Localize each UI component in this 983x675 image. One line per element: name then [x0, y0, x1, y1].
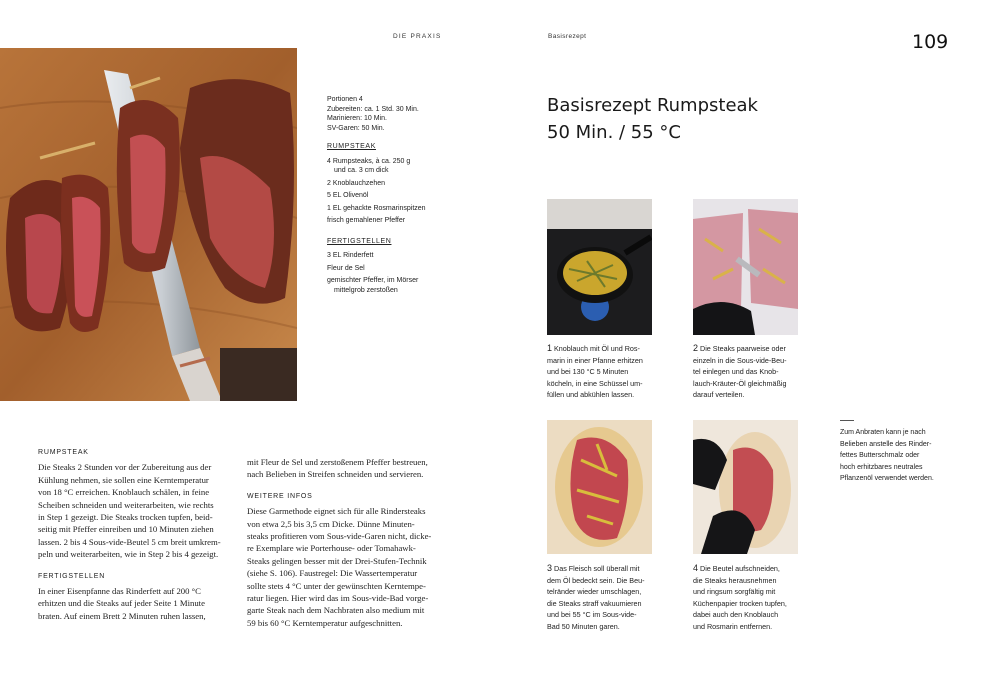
step-line: marin in einer Pfanne erhitzen — [547, 355, 643, 365]
marinate-time: Marinieren: 10 Min. — [327, 115, 387, 122]
ingredient-line: mittelgrob zerstoßen — [334, 286, 398, 294]
ingredients-list — [327, 141, 487, 297]
body-line: steaks profitieren vom Sous-vide-Garen nicht, dicke- — [247, 531, 432, 542]
body-line: mit Fleur de Sel und zerstoßenem Pfeffer bestreuen, — [247, 457, 428, 467]
body-line: ratur liegen. Hier wird das im Sous-vide-Bad vorge- — [247, 593, 429, 604]
page-number: 109 — [912, 31, 949, 53]
step-2-photo — [693, 199, 798, 335]
side-note-rule — [840, 420, 854, 421]
step-line: dabei auch den Knoblauch — [693, 610, 779, 619]
step-line: und bei 130 °C 5 Minuten — [547, 367, 629, 376]
ingredient-line: gemischter Pfeffer, im Mörser — [327, 277, 419, 284]
steak-photo-illustration — [0, 48, 297, 401]
body-line: sollte stets 4 °C unter der gewünschten Kerntempe- — [247, 580, 426, 591]
side-note-line: hoch erhitzbares neutrales — [840, 463, 923, 471]
step-line: Bad 50 Minuten garen. — [547, 621, 620, 631]
step-line: dem Öl bedeckt sein. Die Beu- — [547, 575, 645, 585]
recipe-title-line1: Basisrezept Rumpsteak — [547, 95, 758, 116]
step-line: einzeln in die Sous-vide-Beu- — [693, 355, 787, 365]
step-number: 3 — [547, 563, 553, 573]
step-line: und ringsum sorgfältig mit — [693, 587, 776, 596]
vacuum-sealed-steak-illustration — [547, 420, 652, 554]
body-line: seitig mit Pfeffer einreiben und 10 Minuten ziehen — [38, 524, 214, 535]
step-line: darauf verteilen. — [693, 390, 745, 399]
step-line: köcheln, in eine Schüssel um- — [547, 378, 643, 388]
running-head-topic: Basisrezept — [548, 33, 587, 40]
side-note — [840, 427, 980, 485]
body-line: Diese Garmethode eignet sich für alle Rindersteaks — [247, 506, 426, 517]
body-column-2 — [247, 456, 452, 629]
steaks-in-bags-illustration — [693, 199, 798, 335]
hero-steak-photo — [0, 48, 297, 401]
side-note-line: Pflanzenöl verwendet werden. — [840, 475, 934, 482]
ingredient-line: und ca. 3 cm dick — [334, 167, 389, 174]
step-line: die Steaks straff vakuumieren — [547, 598, 642, 608]
step-1-caption — [547, 343, 662, 401]
body-line: Kühlung nehmen, sie sollen eine Kerntemperatur — [38, 474, 209, 485]
ingredient-item: 3 EL Rinderfett — [327, 252, 374, 259]
ingredient-item — [327, 275, 487, 297]
ingredient-item: 1 EL gehackte Rosmarinspitzen — [327, 204, 426, 212]
ingredients-heading-rumpsteak: RUMPSTEAK — [327, 143, 376, 150]
sous-vide-time: SV-Garen: 50 Min. — [327, 124, 385, 132]
step-line: lauch-Kräuter-Öl gleichmäßig — [693, 378, 787, 388]
prep-time: Zubereiten: ca. 1 Std. 30 Min. — [327, 105, 419, 113]
step-line: Die Beutel aufschneiden, — [700, 564, 780, 573]
body-line: re Exemplare wie Porterhouse- oder Tomahawk- — [247, 543, 416, 554]
body-heading-fertigstellen: FERTIGSTELLEN — [38, 572, 106, 580]
body-line: nach Belieben in Streifen schneiden und servieren. — [247, 469, 424, 480]
body-line: peln und weiterarbeiten, wie in Step 2 bis 4 gezeigt. — [38, 549, 219, 560]
body-line: in Step 1 gezeigt. Die Steaks trocken tupfen, beid- — [38, 512, 213, 523]
ingredient-item: 2 Knoblauchzehen — [327, 179, 385, 187]
recipe-title — [547, 92, 758, 146]
step-line: die Steaks herausnehmen — [693, 575, 777, 585]
ingredients-heading-fertigstellen: FERTIGSTELLEN — [327, 237, 392, 245]
step-1-photo — [547, 199, 652, 335]
ingredient-line: 4 Rumpsteaks, à ca. 250 g — [327, 157, 411, 165]
step-2-caption — [693, 343, 811, 401]
body-line: In einer Eisenpfanne das Rinderfett auf 200 °C — [38, 586, 201, 597]
body-column-1 — [38, 447, 238, 622]
body-line: Steaks gelingen besser mit der Drei-Stufen-Technik — [247, 555, 427, 566]
body-line: (siehe S. 106). Faustregel: Die Wassertemperatur — [247, 568, 418, 579]
step-line: telränder wieder umschlagen, — [547, 587, 642, 596]
step-line: Die Steaks paarweise oder — [700, 344, 786, 353]
side-note-line: Belieben anstelle des Rinder- — [840, 440, 932, 448]
side-note-line: Zum Anbraten kann je nach — [840, 429, 926, 436]
ingredient-item: Fleur de Sel — [327, 264, 365, 272]
body-line: von etwa 2,5 bis 3,5 cm Dicke. Dünne Minuten- — [247, 518, 415, 529]
pan-on-stove-illustration — [547, 199, 652, 335]
step-number: 4 — [693, 563, 699, 573]
body-line: braten. Auf einem Brett 2 Minuten ruhen lassen, — [38, 610, 206, 621]
step-line: Küchenpapier trocken tupfen, — [693, 598, 787, 608]
ingredient-item: frisch gemahlener Pfeffer — [327, 217, 406, 224]
step-line: füllen und abkühlen lassen. — [547, 390, 635, 399]
step-number: 2 — [693, 343, 699, 353]
body-line: Die Steaks 2 Stunden vor der Zubereitung aus der — [38, 462, 212, 473]
step-3-caption — [547, 563, 662, 632]
side-note-line: fettes Butterschmalz oder — [840, 452, 920, 459]
body-heading-weitere-infos: WEITERE INFOS — [247, 492, 313, 500]
servings: Portionen 4 — [327, 96, 363, 103]
step-line: Knoblauch mit Öl und Ros- — [554, 344, 640, 353]
step-4-photo — [693, 420, 798, 554]
body-line: Scheiben schneiden und weiterarbeiten, wie rechts — [38, 499, 214, 510]
recipe-meta — [327, 95, 477, 133]
step-number: 1 — [547, 343, 553, 353]
body-line: von 18 °C erreichen. Knoblauch schälen, in feine — [38, 487, 210, 498]
body-line: 59 bis 60 °C Kerntemperatur aufgeschnitten. — [247, 617, 403, 628]
body-line: erhitzen und die Steaks auf jeder Seite 1 Minute — [38, 598, 205, 609]
body-line: garte Steak nach dem Nachbraten also medium mit — [247, 605, 425, 616]
recipe-title-line2: 50 Min. / 55 °C — [547, 122, 681, 143]
running-head-section: DIE PRAXIS — [393, 33, 442, 40]
step-line: tel einlegen und das Knob- — [693, 367, 779, 376]
step-3-photo — [547, 420, 652, 554]
body-line: lassen. 2 bis 4 Sous-vide-Beutel 5 cm breit umkrem- — [38, 536, 221, 547]
step-line: und bei 55 °C im Sous-vide- — [547, 610, 637, 619]
step-line: und Rosmarin entfernen. — [693, 621, 773, 631]
patting-steak-dry-illustration — [693, 420, 798, 554]
ingredient-item: 5 EL Olivenöl — [327, 192, 369, 199]
step-4-caption — [693, 563, 811, 632]
ingredient-item — [327, 156, 487, 178]
body-heading-rumpsteak: RUMPSTEAK — [38, 449, 89, 456]
step-line: Das Fleisch soll überall mit — [554, 564, 640, 573]
